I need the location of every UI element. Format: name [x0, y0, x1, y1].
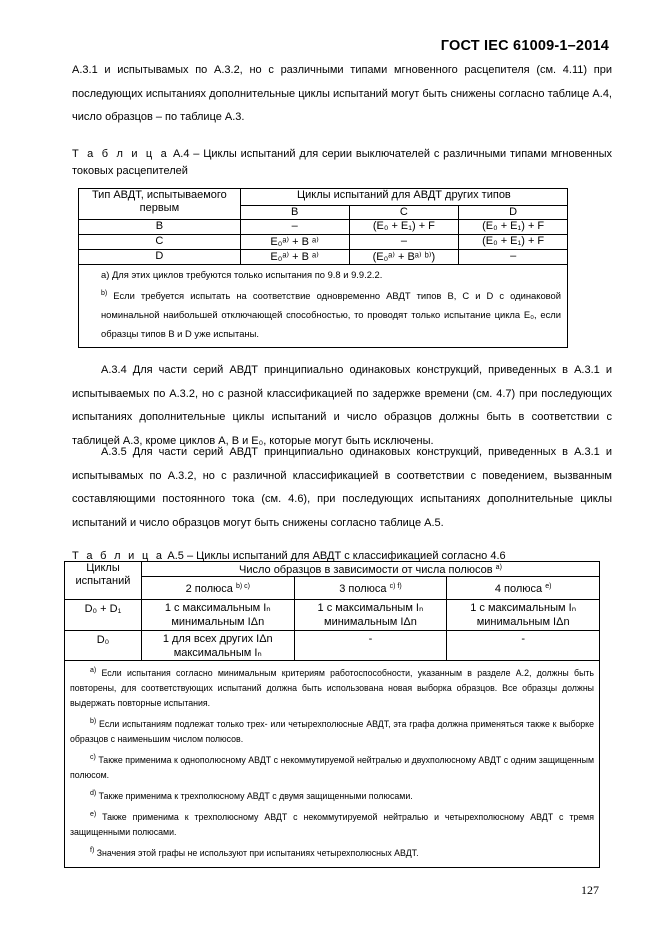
table-row — [79, 250, 568, 265]
note-mark: d) — [90, 790, 97, 797]
note-text: Значения этой графы не используют при испытаниях четырехполюсных АВДТ. — [94, 848, 419, 858]
subheader-label: 4 полюса — [494, 583, 543, 595]
note-mark: e) — [90, 811, 97, 818]
table-a4-subheader: C — [349, 206, 459, 220]
intro-text: А.3.1 и испытывамых по А.3.2, но с различными типами мгновенного расцепителя (см. 4.11) при последующих испытаниях дополнительные циклы испытаний могут быть снижены согласно таблице А.4, число образцов – по таблице А.3. — [72, 64, 612, 123]
note-text: Также применима к трехполюсному АВДТ с некоммутируемой нейтралью и четырехполюсному АВДТ с тремя защищенными полюсами. — [70, 812, 594, 837]
table-cell: – — [459, 250, 568, 265]
table-cell: 1 с максимальным Iₙ минимальным IΔn — [294, 600, 447, 631]
table-a5 — [64, 561, 600, 868]
table-cell: E₀ᵃ⁾ + B ᵃ⁾ — [240, 235, 349, 250]
table-a4-group-header: Циклы испытаний для АВДТ других типов — [240, 189, 567, 206]
table-a5-col1-header: Циклы испытаний — [65, 562, 142, 600]
table-cell: (E₀ + E₁) + F — [349, 220, 459, 235]
table-a5-caption-label: Т а б л и ц а — [72, 550, 165, 562]
table-row — [65, 600, 600, 631]
table-a5-note — [70, 807, 594, 840]
paragraph-a35-text: А.3.5 Для части серий АВДТ принципиально одинаковых конструкций, приведенных в А.3.1 и испытывамых по А.3.2, но с различной классификацией в соответствии с поведением, вызванным составляющими постоянного тока (см. 4.6), при последующих испытаниях дополнительные циклы испытаний и число образцов могут быть снижены согласно таблице А.5. — [72, 446, 612, 529]
table-a4-note-b: Если требуется испытать на соответствие одновременно АВДТ типов В, С и D с одинаковой номинальной наибольшей отключающей способностью, то проводят только испытание цикла E₀, если образцы типов В и D уже испытаны. — [101, 290, 561, 339]
table-cell: D — [79, 250, 241, 265]
table-a5-subheader — [447, 577, 600, 600]
table-a5-note — [70, 714, 594, 747]
table-a5-note — [70, 750, 594, 783]
note-mark: b) — [90, 718, 97, 725]
subheader-mark: c) f) — [389, 583, 402, 590]
subheader-mark: b) c) — [235, 583, 250, 590]
table-a5-caption-text: А.5 – Циклы испытаний для АВДТ с классификацией согласно 4.6 — [164, 550, 506, 562]
subheader-label: 2 полюса — [185, 583, 233, 595]
table-a5-subheader — [141, 577, 294, 600]
table-a5-group-header-text: Число образцов в зависимости от числа полюсов — [239, 564, 493, 576]
table-a4-note-b-mark: b) — [101, 290, 108, 297]
table-cell: - — [447, 631, 600, 661]
table-cell: (E₀ + E₁) + F — [459, 235, 568, 250]
page-number: 127 — [581, 883, 599, 897]
paragraph-a34 — [72, 359, 612, 453]
table-a4-subheader: B — [240, 206, 349, 220]
table-a4-caption — [72, 146, 612, 180]
note-text: Если испытания согласно минимальным критериям работоспособности, указанным в разделе А.2, должны быть повторены, для соответствующих испытаний должна быть использована новая выборка образцов. Все образцы должны выдержать повторные испытания. — [70, 668, 594, 708]
note-mark: f) — [90, 847, 95, 854]
note-text: Также применима к однополюсному АВДТ с некоммутируемой нейтралью и двухполюсному АВДТ с одним защищенным полюсом. — [70, 755, 594, 780]
table-cell: 1 с максимальным Iₙ минимальным IΔn — [141, 600, 294, 631]
table-cell: D₀ + D₁ — [65, 600, 142, 631]
intro-paragraph — [72, 59, 612, 130]
table-cell: 1 для всех других IΔn максимальным Iₙ — [141, 631, 294, 661]
table-row — [79, 235, 568, 250]
table-cell: (E₀ + E₁) + F — [459, 220, 568, 235]
note-text: Если испытаниям подлежат только трех- или четырехполюсные АВДТ, эта графа должна применяться также к выборке образцов с наименьшим числом полюсов. — [70, 719, 594, 744]
table-cell: (E₀ᵃ⁾ + Bᵃ⁾ ᵇ⁾) — [349, 250, 459, 265]
table-a5-subheader — [294, 577, 447, 600]
table-a4-caption-text: А.4 – Циклы испытаний для серии выключателей с различными типами мгновенных токовых расцепителей — [72, 148, 612, 177]
paragraph-a35 — [72, 441, 612, 535]
table-cell: – — [349, 235, 459, 250]
table-a5-note — [70, 663, 594, 711]
table-row — [65, 631, 600, 661]
table-row — [79, 220, 568, 235]
table-cell: 1 с максимальным Iₙ минимальным IΔn — [447, 600, 600, 631]
table-cell: - — [294, 631, 447, 661]
table-a5-group-header-mark: a) — [495, 564, 502, 571]
paragraph-a34-text: А.3.4 Для части серий АВДТ принципиально одинаковых конструкций, приведенных в А.3.1 и испытываемых по А.3.2, но с разной классификацией по задержке времени (см. 4.7) при последующих испытаниях дополнительные циклы испытаний и число образцов должны быть в соответствии с таблицей А.3, кроме циклов А, В и E₀, которые могут быть исключены. — [72, 364, 612, 447]
table-a4-notes — [79, 265, 568, 348]
subheader-label: 3 полюса — [339, 583, 387, 595]
table-a4-subheader: D — [459, 206, 568, 220]
table-a4-col1-header: Тип АВДТ, испытываемого первым — [79, 189, 241, 220]
table-a4 — [78, 188, 568, 348]
table-cell: D₀ — [65, 631, 142, 661]
table-a4-note-a: а) Для этих циклов требуются только испытания по 9.8 и 9.9.2.2. — [101, 269, 383, 280]
subheader-mark: e) — [545, 583, 552, 590]
table-a5-notes — [65, 661, 600, 868]
note-mark: c) — [90, 754, 96, 761]
table-a5-note — [70, 843, 594, 861]
table-cell: – — [240, 220, 349, 235]
document-header: ГОСТ IEC 61009-1–2014 — [440, 38, 609, 54]
table-cell: E₀ᵃ⁾ + B ᵃ⁾ — [240, 250, 349, 265]
table-a5-group-header — [141, 562, 599, 577]
table-a5-note — [70, 786, 594, 804]
table-cell: C — [79, 235, 241, 250]
table-a4-caption-label: Т а б л и ц а — [72, 148, 170, 160]
table-cell: B — [79, 220, 241, 235]
note-text: Также применима к трехполюсному АВДТ с двумя защищенными полюсами. — [96, 791, 413, 801]
note-mark: a) — [90, 667, 97, 674]
